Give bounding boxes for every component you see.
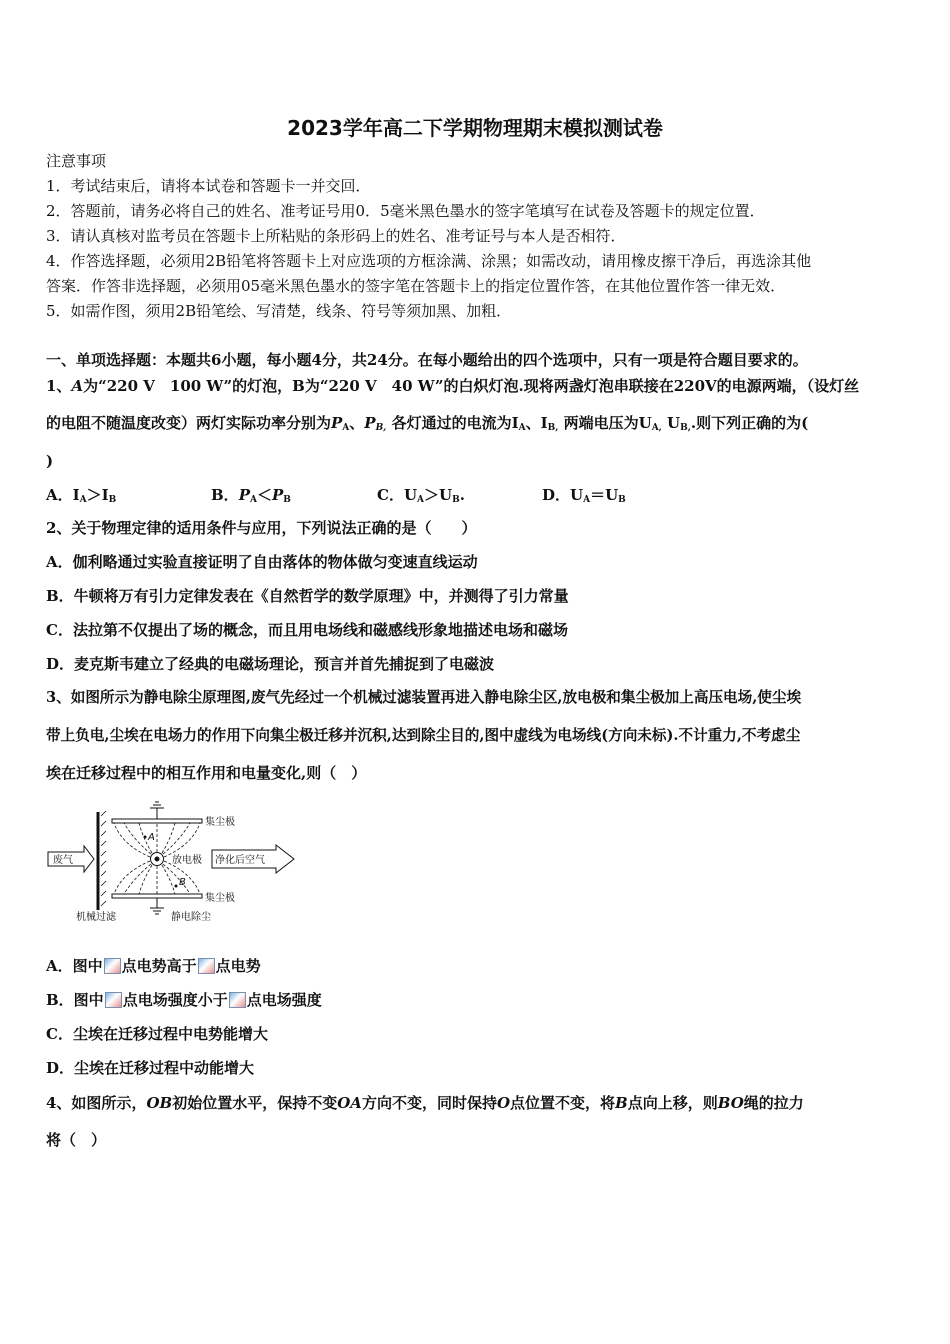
label-waste-gas: 废气 (53, 855, 73, 866)
q2-option-a: A．伽利略通过实验直接证明了自由落体的物体做匀变速直线运动 (46, 553, 478, 571)
q2-option-c: C．法拉第不仅提出了场的概念，而且用电场线和磁感线形象地描述电场和磁场 (46, 621, 568, 639)
notice-item: 2．答题前，请务必将自己的姓名、准考证号用0．5毫米黑色墨水的签字笔填写在试卷及答题卡的规定位置． (46, 202, 765, 220)
q4-stem-2: 将（ ） (46, 1131, 107, 1149)
q4-stem-1: 4、如图所示，OB初始位置水平，保持不变OA方向不变，同时保持O点位置不变，将B点向上移，则BO绳的拉力 (46, 1094, 804, 1112)
image-placeholder-icon (105, 992, 122, 1008)
collector-plate-top (112, 819, 202, 823)
q1-option-a: A．$I_A>I_B$ (46, 486, 117, 505)
label-collector-top: 集尘极 (205, 817, 235, 828)
ground-symbol-top (150, 802, 164, 819)
q3-option-c: C．尘埃在迁移过程中电势能增大 (46, 1025, 268, 1043)
q1-line-1: 1、A为“220 V 100 W”的灯泡，B为“220 V 40 W”的白炽灯泡.现将两盏灯泡串联接在220V的电源两端，（设灯丝 (46, 377, 860, 395)
q2-option-b: B．牛顿将万有引力定律发表在《自然哲学的数学原理》中，并测得了引力常量 (46, 587, 569, 605)
electrostatic-precipitator-diagram (46, 800, 296, 925)
label-point-a: A (148, 832, 155, 843)
q1-option-d: D．$U_A=U_B$ (542, 486, 626, 505)
q1-option-c: C．$U_A>U_B$. (377, 486, 465, 505)
image-placeholder-icon (104, 958, 121, 974)
q1-option-b: B．$P_A<P_B$ (211, 486, 291, 505)
image-placeholder-icon (229, 992, 246, 1008)
image-placeholder-icon (198, 958, 215, 974)
notice-item: 5．如需作图，须用2B铅笔绘、写清楚，线条、符号等须加黑、加粗． (46, 302, 512, 320)
q2-option-d: D．麦克斯韦建立了经典的电磁场理论，预言并首先捕捉到了电磁波 (46, 655, 495, 673)
q3-option-b: B．图中 点电场强度小于 点电场强度 (46, 991, 322, 1009)
section-heading: 一、单项选择题：本题共6小题，每小题4分，共24分。在每小题给出的四个选项中，只有一项是符合题目要求的。 (46, 351, 808, 369)
label-emitter: 放电极 (172, 855, 202, 866)
label-electrostatic: 静电除尘 (171, 912, 211, 923)
emitter-core (155, 857, 160, 862)
collector-plate-bottom (112, 894, 202, 898)
q1-line-3: ) (46, 452, 54, 470)
ground-symbol-bottom (150, 898, 164, 914)
notice-heading: 注意事项 (46, 152, 107, 170)
q3-option-a: A．图中 点电势高于 点电势 (46, 957, 261, 975)
notice-item: 3．请认真核对监考员在答题卡上所粘贴的条形码上的姓名、准考证号与本人是否相符． (46, 227, 626, 245)
point-a-dot (144, 836, 147, 839)
q3-stem-2: 带上负电,尘埃在电场力的作用下向集尘极迁移并沉积,达到除尘目的,图中虚线为电场线(方向未标).不计重力,不考虑尘 (46, 727, 801, 744)
page-title: 2023学年高二下学期物理期末模拟测试卷 (287, 116, 663, 140)
q3-option-d: D．尘埃在迁移过程中动能增大 (46, 1059, 255, 1077)
q3-stem-1: 3、如图所示为静电除尘原理图,废气先经过一个机械过滤装置再进入静电除尘区,放电极和集尘极加上高压电场,使尘埃 (46, 689, 802, 706)
notice-item: 答案．作答非选择题，必须用05毫米黑色墨水的签字笔在答题卡上的指定位置作答，在其他位置作答一律无效． (46, 277, 786, 295)
q2-stem: 2、关于物理定律的适用条件与应用，下列说法正确的是（ ） (46, 519, 477, 537)
q3-stem-3: 埃在迁移过程中的相互作用和电量变化,则（ ） (46, 764, 367, 782)
notice-item: 4．作答选择题，必须用2B铅笔将答题卡上对应选项的方框涂满、涂黑；如需改动，请用橡皮擦干净后，再选涂其他 (46, 252, 812, 270)
q1-line-2: 的电阻不随温度改变）两灯实际功率分别为$P_A$、$P_{B,}$ 各灯通过的电流为$I_A$、$I_{B,}$ 两端电压为$U_{A,}$ $U_{B,}$.则下列正确的为( (46, 414, 809, 433)
label-collector-bottom: 集尘极 (205, 893, 235, 904)
point-b-dot (175, 885, 178, 888)
notice-item: 1．考试结束后，请将本试卷和答题卡一并交回． (46, 177, 371, 195)
filter-hatch (101, 811, 106, 906)
label-point-b: B (179, 877, 186, 888)
label-clean-air: 净化后空气 (215, 855, 265, 866)
label-filter: 机械过滤 (76, 912, 116, 923)
